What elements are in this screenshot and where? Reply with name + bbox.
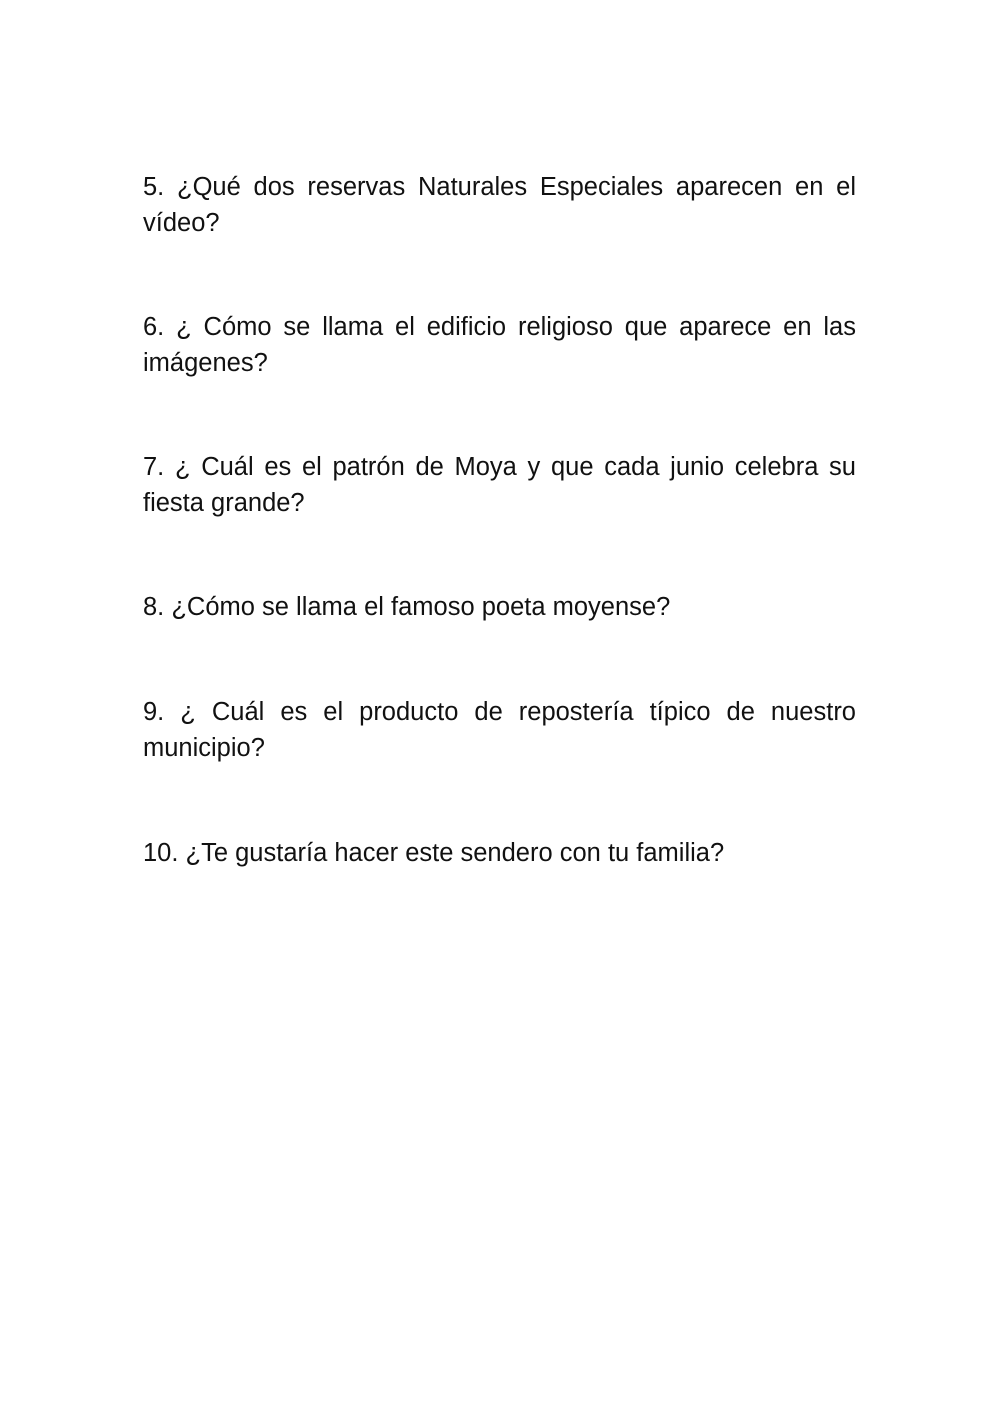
question-7: 7. ¿ Cuál es el patrón de Moya y que cada junio celebra su fiesta grande? [143, 453, 856, 517]
question-9: 9. ¿ Cuál es el producto de repostería típico de nuestro municipio? [143, 698, 856, 762]
question-6: 6. ¿ Cómo se llama el edificio religioso que aparece en las imágenes? [143, 313, 856, 377]
question-10: 10. ¿Te gustaría hacer este sendero con tu familia? [143, 839, 725, 867]
question-8: 8. ¿Cómo se llama el famoso poeta moyense? [143, 593, 671, 621]
question-5: 5. ¿Qué dos reservas Naturales Especiales aparecen en el vídeo? [143, 173, 856, 237]
